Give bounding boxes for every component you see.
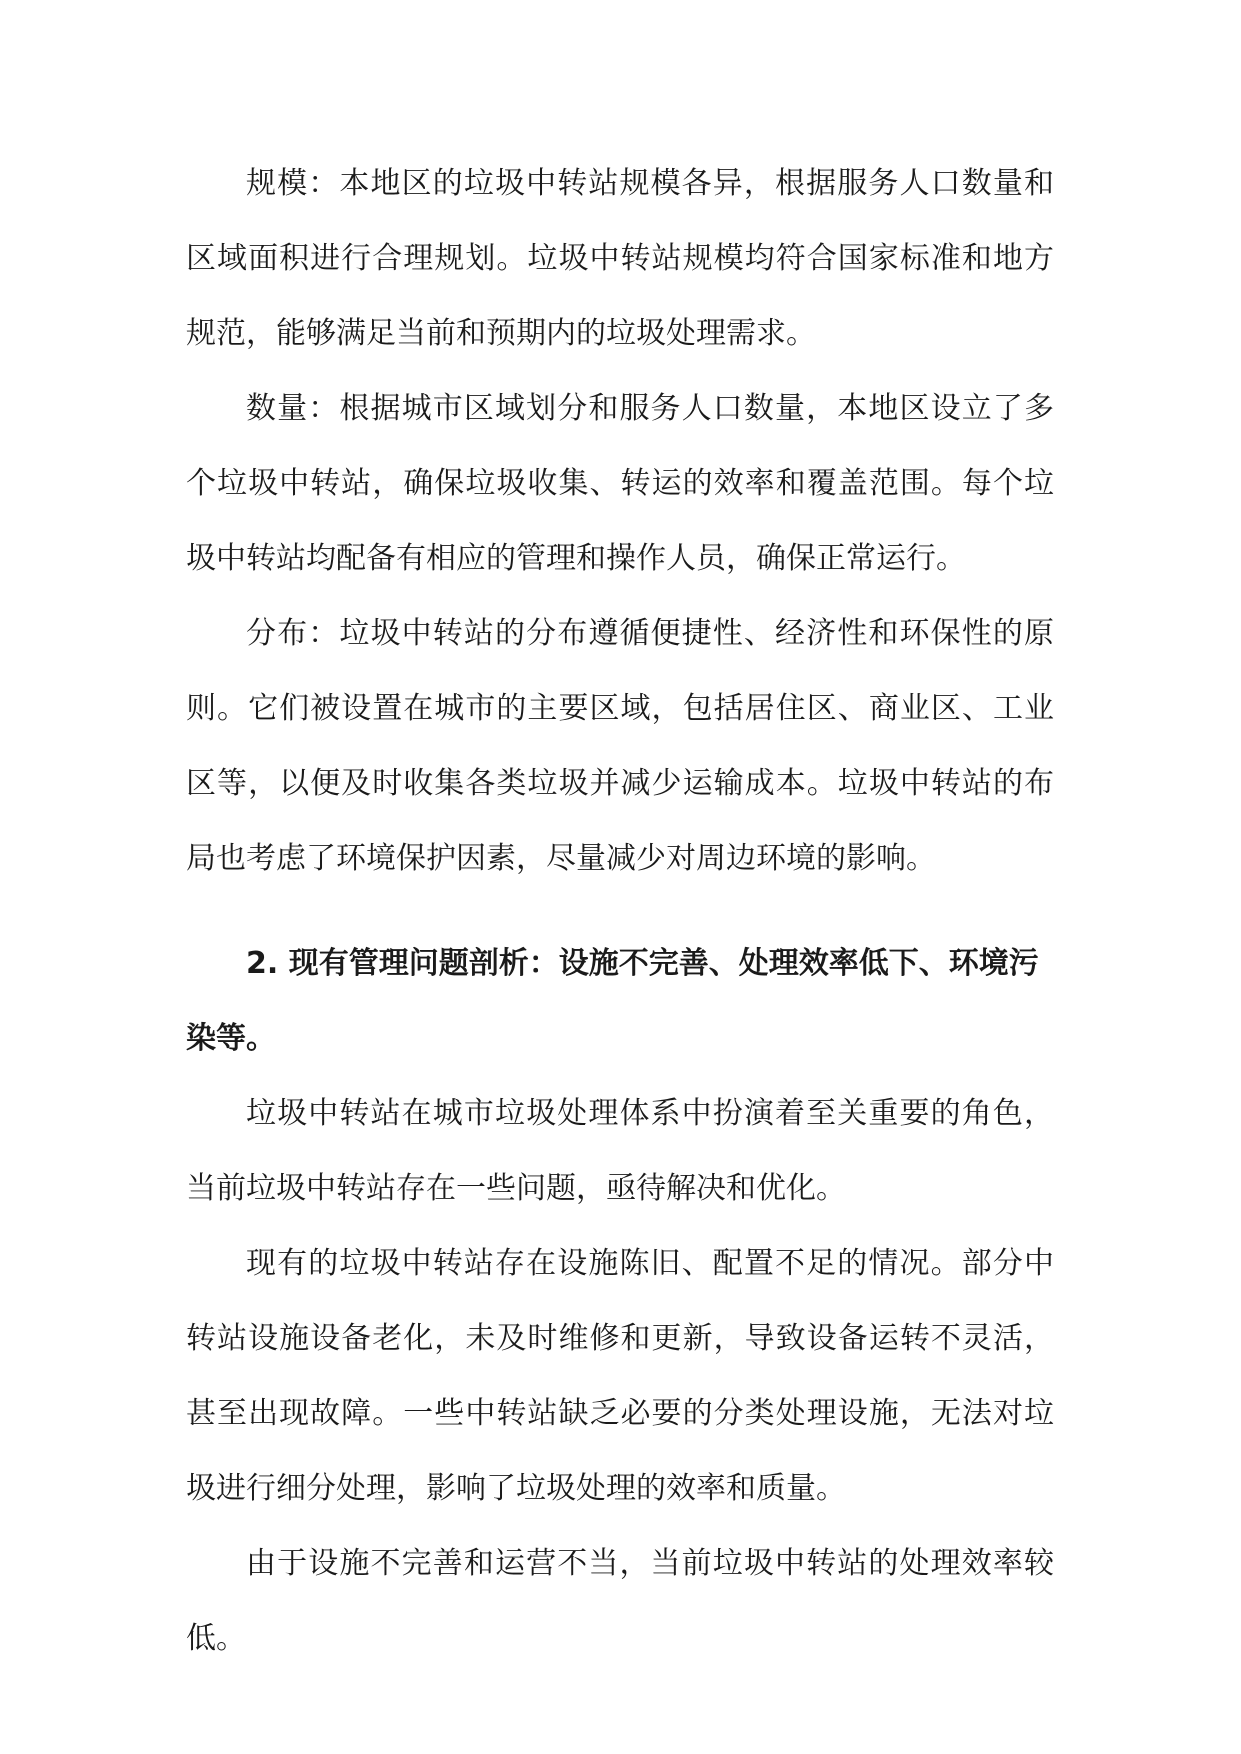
paragraph-efficiency: 由于设施不完善和运营不当，当前垃圾中转站的处理效率较低。: [186, 1546, 1054, 1656]
paragraph-role: 垃圾中转站在城市垃圾处理体系中扮演着至关重要的角色，当前垃圾中转站存在一些问题，亟待解决和优化。: [186, 1096, 1054, 1206]
document-page: [186, 146, 1054, 1676]
paragraph-quantity: 数量：根据城市区域划分和服务人口数量，本地区设立了多个垃圾中转站，确保垃圾收集、转运的效率和覆盖范围。每个垃圾中转站均配备有相应的管理和操作人员，确保正常运行。: [186, 391, 1054, 576]
spacer: [186, 896, 1054, 926]
paragraph-distribution: 分布：垃圾中转站的分布遵循便捷性、经济性和环保性的原则。它们被设置在城市的主要区域，包括居住区、商业区、工业区等，以便及时收集各类垃圾并减少运输成本。垃圾中转站的布局也考虑了环境保护因素，尽量减少对周边环境的影响。: [186, 616, 1054, 876]
section-heading: 2. 现有管理问题剖析：设施不完善、处理效率低下、环境污染等。: [186, 946, 1039, 1056]
paragraph-facilities: 现有的垃圾中转站存在设施陈旧、配置不足的情况。部分中转站设施设备老化，未及时维修和更新，导致设备运转不灵活，甚至出现故障。一些中转站缺乏必要的分类处理设施，无法对垃圾进行细分处理，影响了垃圾处理的效率和质量。: [186, 1246, 1054, 1506]
paragraph-scale: 规模：本地区的垃圾中转站规模各异，根据服务人口数量和区域面积进行合理规划。垃圾中转站规模均符合国家标准和地方规范，能够满足当前和预期内的垃圾处理需求。: [186, 166, 1054, 351]
